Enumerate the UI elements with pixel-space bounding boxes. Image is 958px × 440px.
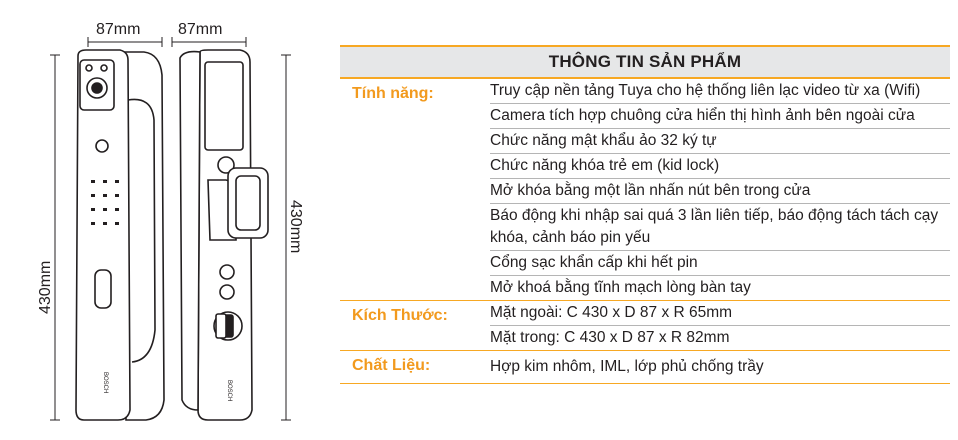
section-features bbox=[340, 79, 950, 301]
feature-item: Cổng sạc khẩn cấp khi hết pin bbox=[490, 251, 950, 276]
section-material bbox=[340, 351, 950, 384]
front-brand-mark: BOSCH bbox=[102, 372, 108, 394]
feature-item: Chức năng khóa trẻ em (kid lock) bbox=[490, 154, 950, 179]
dimension-item: Mặt ngoài: C 430 x D 87 x R 65mm bbox=[490, 301, 950, 326]
feature-item: Báo động khi nhập sai quá 3 lần liên tiếp, báo động tách tách cạy khóa, cảnh báo pin yếu bbox=[490, 204, 950, 251]
feature-item: Chức năng mật khẩu ảo 32 ký tự bbox=[490, 129, 950, 154]
lock-line-art bbox=[0, 0, 320, 435]
back-lock-panel bbox=[180, 50, 268, 420]
height-back-label: 430mm bbox=[287, 200, 304, 254]
dimension-item: Mặt trong: C 430 x D 87 x R 82mm bbox=[490, 329, 730, 346]
height-dimension-left bbox=[50, 55, 60, 420]
feature-item: Camera tích hợp chuông cửa hiển thị hình ảnh bên ngoài cửa bbox=[490, 104, 950, 129]
width-front-label: 87mm bbox=[96, 21, 141, 38]
dimension-list bbox=[490, 301, 950, 350]
feature-item: Mở khóa bằng một lần nhấn nút bên trong cửa bbox=[490, 179, 950, 204]
feature-item: Truy cập nền tảng Tuya cho hệ thống liên lạc video từ xa (Wifi) bbox=[490, 79, 950, 104]
back-brand-mark: BOSCH bbox=[226, 380, 232, 402]
table-title: THÔNG TIN SẢN PHẨM bbox=[340, 45, 950, 79]
product-info-table bbox=[340, 45, 950, 384]
section-label-dimensions: Kích Thước: bbox=[352, 307, 448, 324]
height-front-label: 430mm bbox=[37, 260, 54, 314]
lock-technical-drawing bbox=[0, 0, 320, 435]
width-dimension-lines bbox=[88, 37, 246, 47]
material-item: Hợp kim nhôm, IML, lớp phủ chống trầy bbox=[490, 358, 764, 375]
feature-list bbox=[490, 79, 950, 300]
section-label-material: Chất Liệu: bbox=[352, 357, 431, 374]
width-back-label: 87mm bbox=[178, 21, 223, 38]
front-lock-panel bbox=[76, 50, 164, 420]
feature-item: Mở khoá bằng tĩnh mạch lòng bàn tay bbox=[490, 279, 751, 296]
section-label-features: Tính năng: bbox=[352, 85, 434, 102]
material-list bbox=[490, 351, 950, 383]
section-dimensions bbox=[340, 301, 950, 351]
